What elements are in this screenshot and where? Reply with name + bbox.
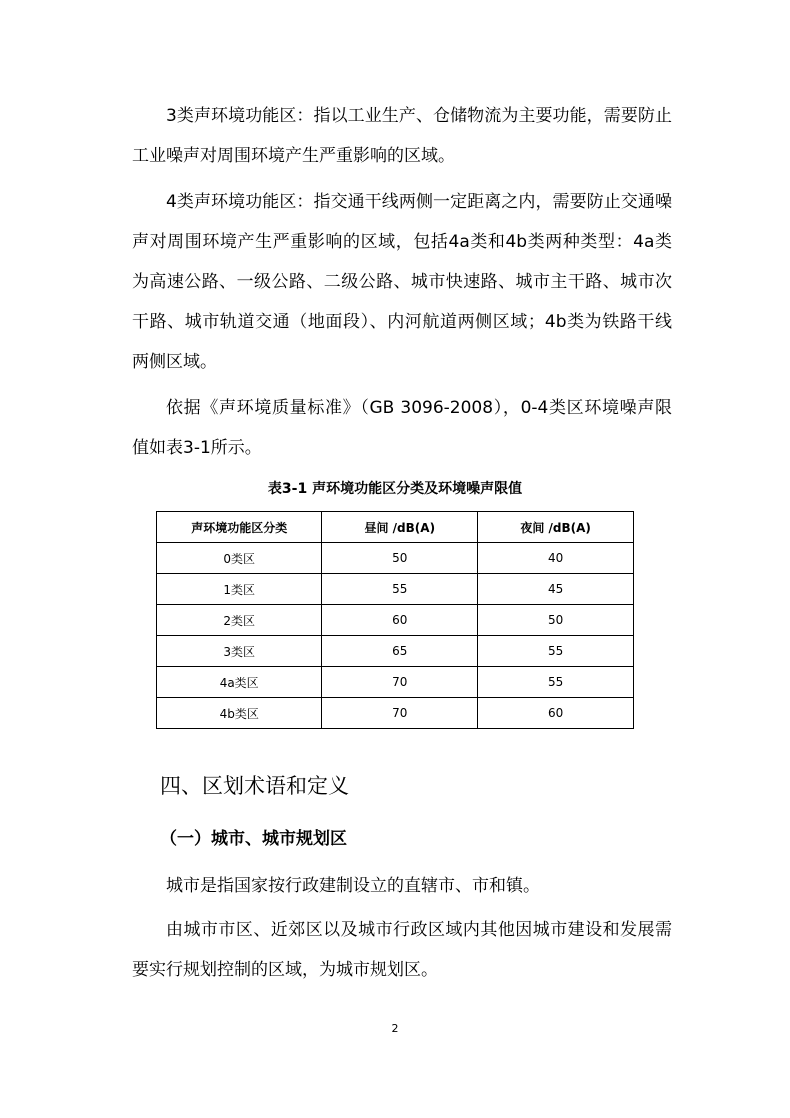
paragraph-planning-area-definition: 由城市市区、近郊区以及城市行政区域内其他因城市建设和发展需要实行规划控制的区域，为城市规划区。 xyxy=(132,920,672,980)
cell-day: 65 xyxy=(322,636,478,667)
header-nighttime: 夜间 /dB(A) xyxy=(478,512,634,543)
cell-day: 70 xyxy=(322,698,478,729)
table-row xyxy=(157,574,634,605)
table-row xyxy=(157,667,634,698)
cell-night: 40 xyxy=(478,543,634,574)
paragraph-city-definition: 城市是指国家按行政建制设立的直辖市、市和镇。 xyxy=(166,876,540,896)
header-zone-class: 声环境功能区分类 xyxy=(157,512,322,543)
cell-day: 70 xyxy=(322,667,478,698)
page-number: 2 xyxy=(391,1022,399,1035)
cell-zone: 2类区 xyxy=(157,605,322,636)
table-row xyxy=(157,543,634,574)
paragraph-class-4-zone: 4类声环境功能区：指交通干线两侧一定距离之内，需要防止交通噪声对周围环境产生严重影响的区域，包括4a类和4b类两种类型：4a类为高速公路、一级公路、二级公路、城市快速路、城市主干路、城市次干路、城市轨道交通（地面段）、内河航道两侧区域；4b类为铁路干线两侧区域。 xyxy=(132,192,672,372)
subsection-heading: （一）城市、城市规划区 xyxy=(160,829,347,849)
table-row xyxy=(157,698,634,729)
noise-limits-table xyxy=(156,511,634,729)
cell-night: 60 xyxy=(478,698,634,729)
cell-night: 55 xyxy=(478,667,634,698)
table-header-row xyxy=(157,512,634,543)
cell-zone: 4a类区 xyxy=(157,667,322,698)
cell-night: 55 xyxy=(478,636,634,667)
cell-night: 45 xyxy=(478,574,634,605)
header-daytime: 昼间 /dB(A) xyxy=(322,512,478,543)
paragraph-standard-reference: 依据《声环境质量标准》（GB 3096-2008），0-4类区环境噪声限值如表3-1所示。 xyxy=(132,398,672,458)
cell-zone: 1类区 xyxy=(157,574,322,605)
table-row xyxy=(157,636,634,667)
table-row xyxy=(157,605,634,636)
cell-day: 55 xyxy=(322,574,478,605)
section-heading: 四、区划术语和定义 xyxy=(160,774,349,798)
cell-day: 50 xyxy=(322,543,478,574)
table-caption: 表3-1 声环境功能区分类及环境噪声限值 xyxy=(267,481,523,497)
cell-day: 60 xyxy=(322,605,478,636)
cell-zone: 4b类区 xyxy=(157,698,322,729)
cell-night: 50 xyxy=(478,605,634,636)
cell-zone: 3类区 xyxy=(157,636,322,667)
cell-zone: 0类区 xyxy=(157,543,322,574)
paragraph-class-3-zone: 3类声环境功能区：指以工业生产、仓储物流为主要功能，需要防止工业噪声对周围环境产生严重影响的区域。 xyxy=(132,106,672,166)
